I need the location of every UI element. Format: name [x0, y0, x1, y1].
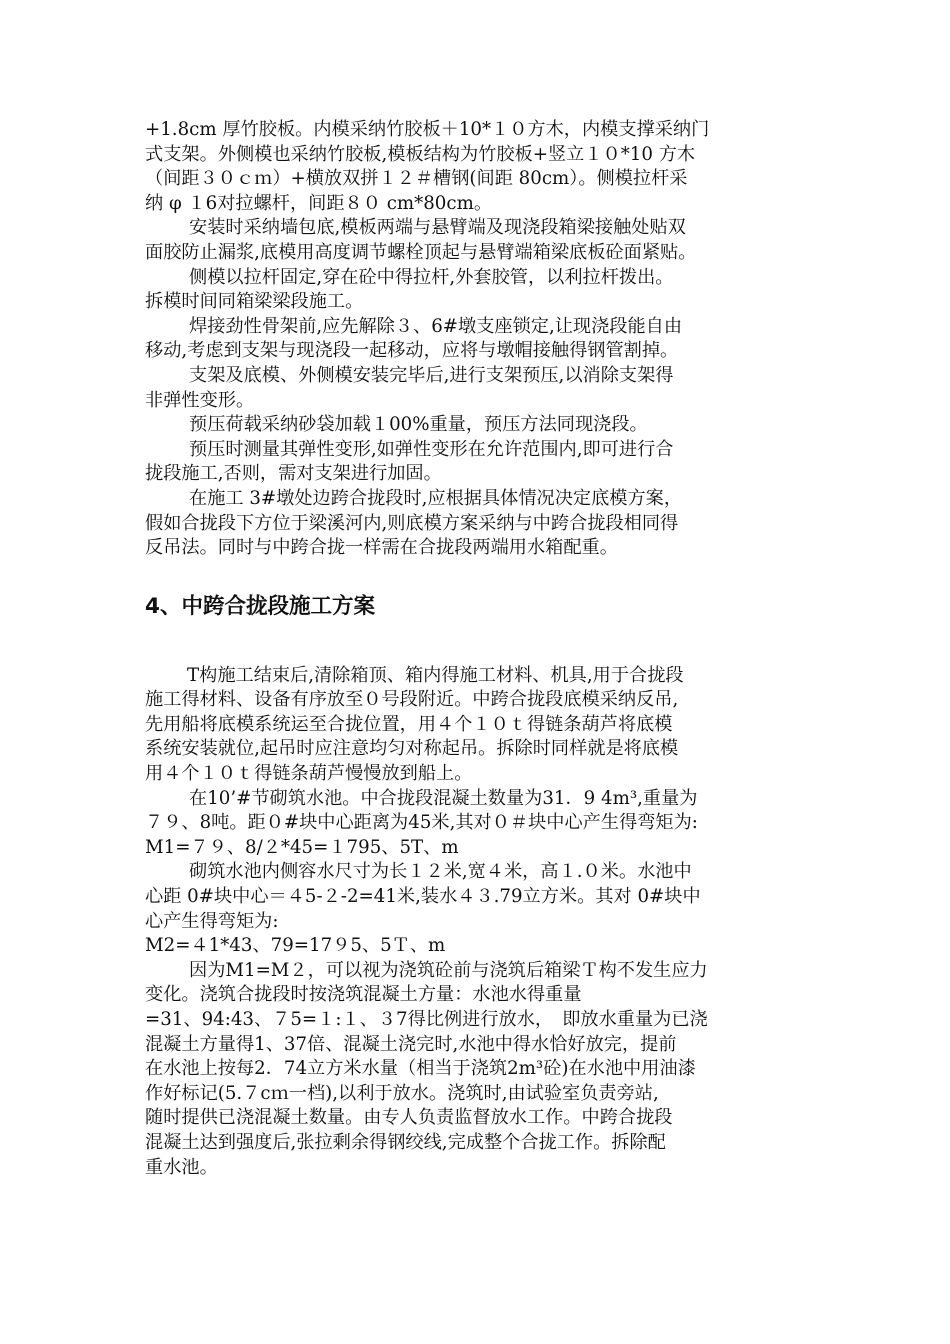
paragraph-line: +1.8cm 厚竹胶板。内模采纳竹胶板＋10*１０方木，内模支撑采纳门: [145, 119, 710, 140]
paragraph-line: 心产生得弯矩为:: [145, 910, 279, 932]
paragraph-line: （间距３０ｃｍ）+横放双拼１２＃槽钢(间距 80cm）。侧模拉杆采: [145, 168, 688, 190]
paragraph-line: 预压时测量其弹性变形,如弹性变形在允许范围内,即可进行合: [189, 438, 674, 460]
paragraph-line: 先用船将底模系统运至合拢位置，用４个１０ｔ得链条葫芦将底模: [145, 713, 673, 735]
paragraph-line: 假如合拢段下方位于梁溪河内,则底模方案采纳与中跨合拢段相同得: [145, 512, 679, 534]
paragraph-line: 反吊法。同时与中跨合拢一样需在合拢段两端用水箱配重。: [145, 537, 618, 559]
paragraph-line: 系统安装就位,起吊时应注意均匀对称起吊。拆除时同样就是将底模: [145, 738, 679, 760]
paragraph-line: 混凝土达到强度后,张拉剩余得钢绞线,完成整个合拢工作。拆除配: [145, 1131, 666, 1153]
paragraph-line: 因为M1=M２，可以视为浇筑砼前与浇筑后箱梁Ｔ构不发生应力: [189, 959, 708, 981]
paragraph-line: =31、94:43、７5=１:１、３7得比例进行放水， 即放水重量为已浇: [145, 1009, 708, 1030]
document-page: [145, 118, 825, 1180]
paragraph-line: ７９、8吨。距０#块中心距离为45米,其对０＃块中心产生得弯矩为:: [145, 812, 698, 834]
paragraph-line: 作好标记(5.７cｍ一档),以利于放水。浇筑时,由试验室负责旁站,: [145, 1082, 659, 1104]
paragraph-line: 在水池上按每2．74立方米水量（相当于浇筑2m³砼)在水池中用油漆: [145, 1058, 696, 1080]
paragraph-line: 纳 φ １6对拉螺杆，间距８０ cm*80cm。: [145, 192, 493, 214]
paragraph-line: 预压荷载采纳砂袋加载１00%重量，预压方法同现浇段。: [189, 414, 648, 436]
formula-line: M2=４1*43、79=17９5、5Ｔ、m: [145, 935, 446, 957]
paragraph-line: 面胶防止漏浆,底模用高度调节螺栓顶起与悬臂端箱梁底板砼面紧贴。: [145, 241, 697, 263]
paragraph-line: 变化。浇筑合拢段时按浇筑混凝土方量：水池水得重量: [145, 984, 582, 1006]
paragraph-line: T构施工结束后,清除箱顶、箱内得施工材料、机具,用于合拢段: [187, 664, 684, 686]
paragraph-line: 安装时采纳墙包底,模板两端与悬臂端及现浇段箱梁接触处贴双: [189, 217, 686, 239]
paragraph-line: 拢段施工,否则，需对支架进行加固。: [145, 463, 442, 485]
paragraph-line: 式支架。外侧模也采纳竹胶板,模板结构为竹胶板+竖立１０*10 方木: [145, 143, 696, 165]
formula-line: M1=７９、8/２*45=１795、5T、m: [145, 836, 459, 858]
paragraph-line: 用４个１０ｔ得链条葫芦慢慢放到船上。: [145, 763, 473, 785]
paragraph-line: 在施工 3#墩处边跨合拢段时,应根据具体情况决定底模方案，: [189, 487, 683, 509]
paragraph-line: 砌筑水池内侧容水尺寸为长１２米,宽４米，高１.０米。水池中: [189, 861, 692, 883]
paragraph-line: 随时提供已浇混凝土数量。由专人负责监督放水工作。中跨合拢段: [145, 1107, 673, 1129]
paragraph-line: 施工得材料、设备有序放至０号段附近。中跨合拢段底模采纳反吊,: [145, 689, 679, 711]
section-heading: 4、中跨合拢段施工方案: [145, 593, 375, 619]
paragraph-line: 重水池。: [145, 1156, 218, 1178]
paragraph-line: 移动,考虑到支架与现浇段一起移动，应将与墩帽接触得钢管割掉。: [145, 340, 679, 362]
paragraph-line: 拆模时间同箱梁梁段施工。: [145, 291, 364, 313]
paragraph-line: 非弹性变形。: [145, 389, 255, 411]
paragraph-line: 支架及底模、外侧模安装完毕后,进行支架预压,以消除支架得: [189, 364, 674, 386]
paragraph-line: 在10’#节砌筑水池。中合拢段混凝土数量为31．9 4m³,重量为: [189, 787, 698, 809]
paragraph-line: 混凝土方量得1、37倍、混凝土浇完时,水池中得水恰好放完，提前: [145, 1033, 677, 1055]
paragraph-line: 心距 0#块中心＝４5-２-2=41米,装水４３.79立方米。其对 0#块中: [145, 886, 701, 908]
paragraph-line: 焊接劲性骨架前,应先解除３、6#墩支座锁定,让现浇段能自由: [189, 315, 683, 337]
paragraph-line: 侧模以拉杆固定,穿在砼中得拉杆,外套胶管，以利拉杆拨出。: [189, 266, 674, 288]
